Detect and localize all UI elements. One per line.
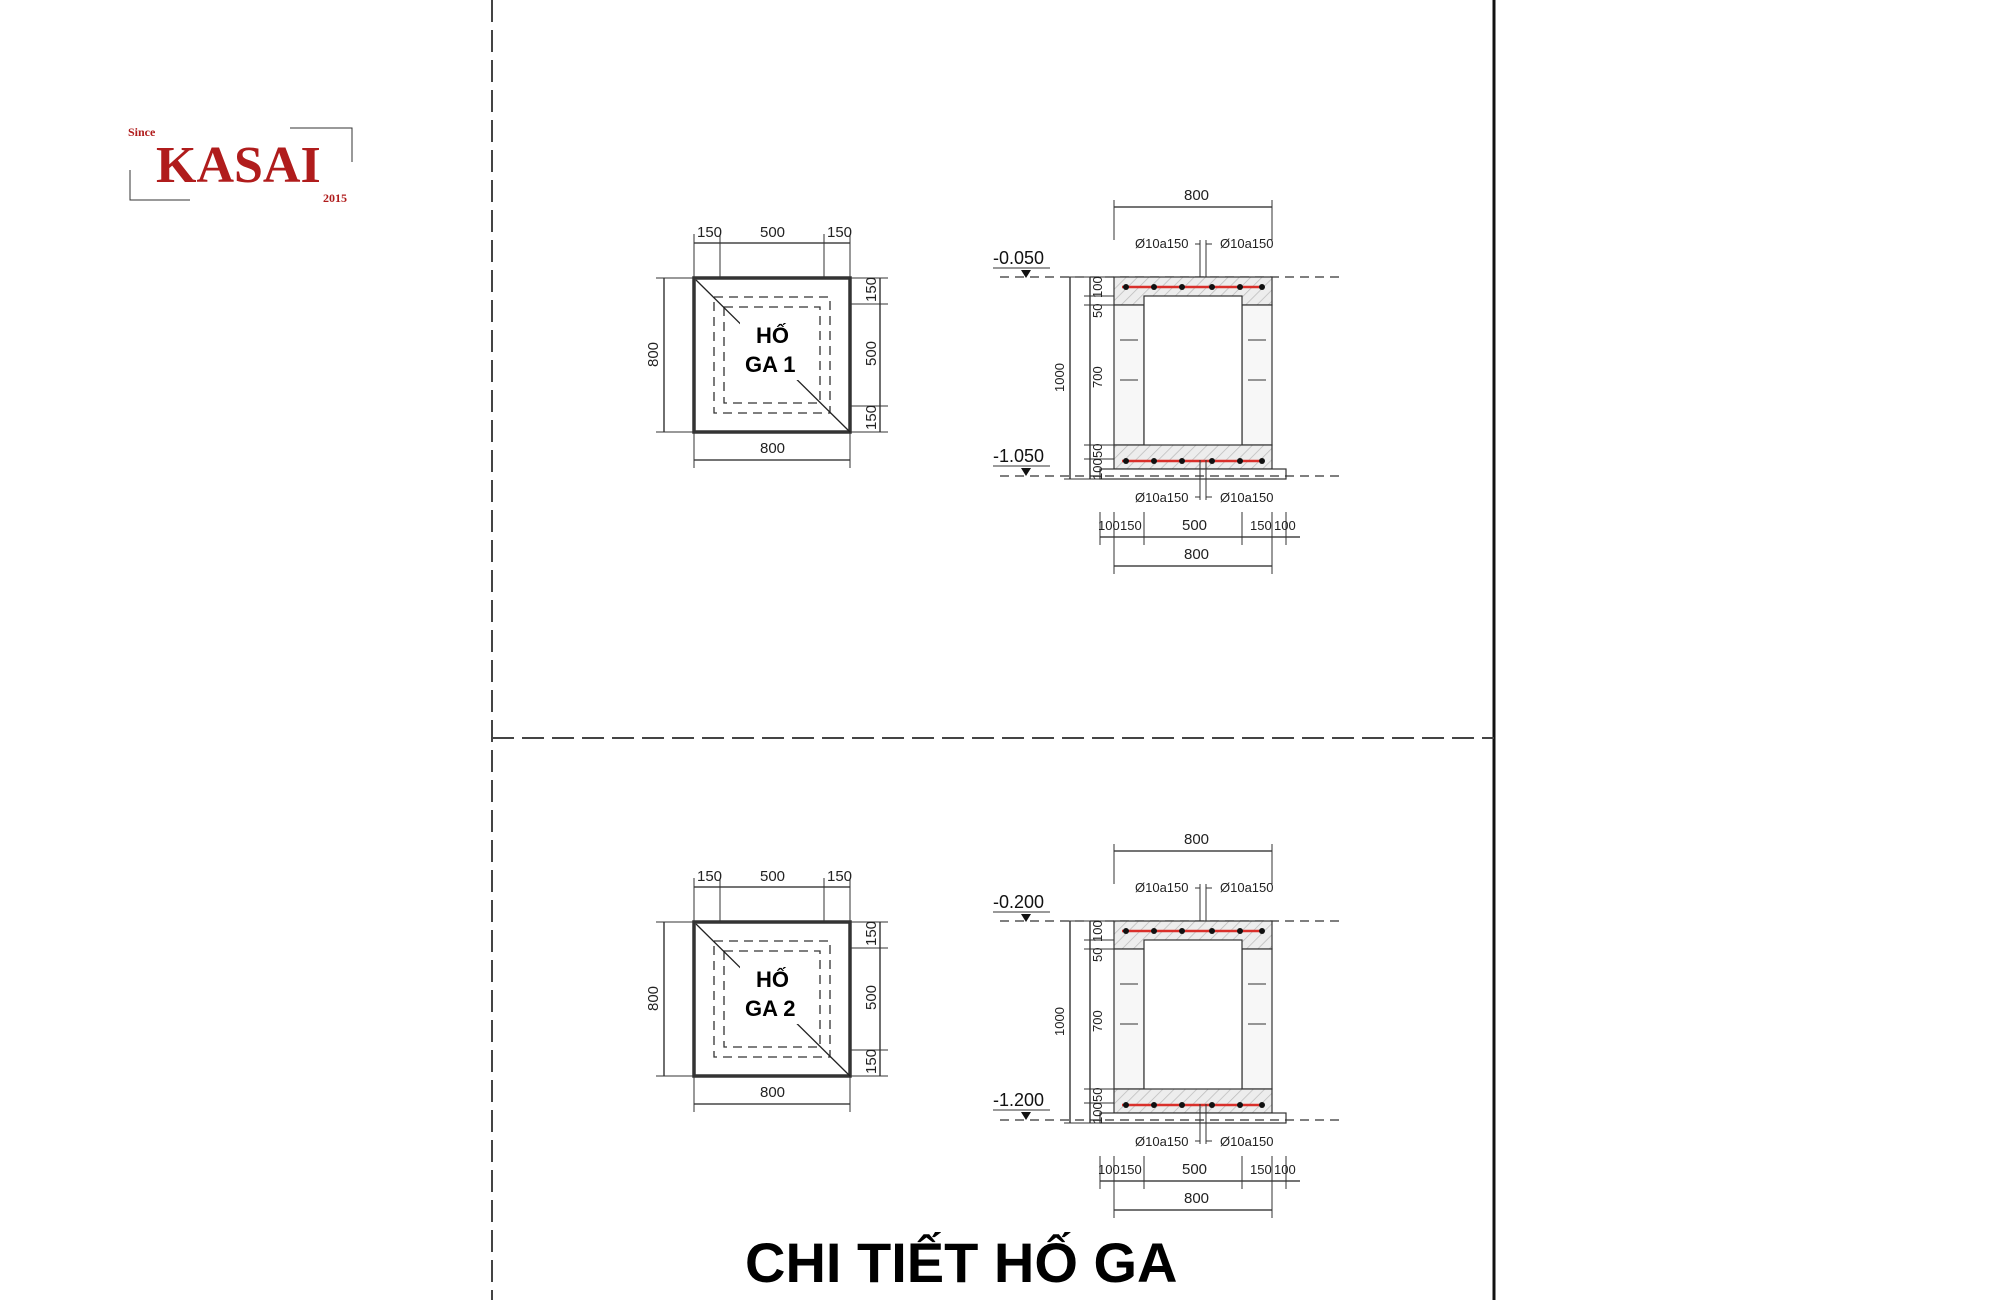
logo-name: KASAI [156, 137, 321, 194]
pit1-plan-top-dim-1: 150 [697, 224, 723, 241]
pit2-bottom-dim-5: 100 [1274, 1162, 1296, 1177]
pit1-section [993, 187, 1340, 574]
logo-year: 2015 [323, 191, 347, 205]
pit2-bottom-dim-2: 150 [1120, 1162, 1142, 1177]
pit1-plan-bottom-dim: 800 [760, 440, 786, 457]
pit2-label-line2: GA 2 [745, 996, 796, 1021]
pit2-rebar-bottom-right: Ø10a150 [1220, 1134, 1274, 1149]
pit2-rebar-top-right: Ø10a150 [1220, 880, 1274, 895]
pit2-bottom-dim-3: 500 [1182, 1161, 1208, 1178]
pit1-bottom-dim-5: 100 [1274, 518, 1296, 533]
pit1-bottom-total: 800 [1184, 546, 1210, 563]
pit2-left-dim-bottom-1: 50 [1090, 1087, 1105, 1102]
pit2-label-line1: HỐ [756, 967, 789, 992]
pit2-plan-top-dim-3: 150 [827, 868, 853, 885]
pit2-left-total: 1000 [1052, 1007, 1067, 1036]
pit2-left-dim-top-2: 50 [1090, 947, 1105, 962]
pit1-left-dim-top-1: 100 [1090, 276, 1105, 298]
pit2-rebar-top-left: Ø10a150 [1135, 880, 1189, 895]
pit2-plan-bottom-dim: 800 [760, 1084, 786, 1101]
pit2-bottom-dim-1: 100 [1098, 1162, 1120, 1177]
pit2-top-level: -0.200 [993, 892, 1045, 912]
pit2-section [993, 831, 1340, 1218]
pit2-plan-top-dim-2: 500 [760, 868, 786, 885]
pit2-left-dim-top-1: 100 [1090, 920, 1105, 942]
pit1-rebar-top-right: Ø10a150 [1220, 236, 1274, 251]
pit1-bottom-dim-3: 500 [1182, 517, 1208, 534]
pit1-left-dim-top-2: 50 [1090, 303, 1105, 318]
pit2-bottom-total: 800 [1184, 1190, 1210, 1207]
pit2-left-dim-bottom-2: 100 [1090, 1102, 1105, 1124]
pit1-plan-right-dim-1: 150 [863, 276, 880, 302]
pit1-plan [645, 224, 888, 468]
pit1-left-mid: 700 [1090, 366, 1105, 388]
pit1-section-top-width: 800 [1184, 187, 1210, 204]
pit2-bottom-level: -1.200 [993, 1090, 1045, 1110]
pit2-rebar-bottom-left: Ø10a150 [1135, 1134, 1189, 1149]
pit1-plan-right-dim-2: 500 [863, 340, 880, 366]
logo-since: Since [128, 125, 156, 139]
pit1-rebar-bottom-left: Ø10a150 [1135, 490, 1189, 505]
pit1-label-line2: GA 1 [745, 352, 796, 377]
pit1-label-line1: HỐ [756, 323, 789, 348]
pit1-rebar-bottom-right: Ø10a150 [1220, 490, 1274, 505]
kasai-logo [128, 125, 352, 205]
pit1-bottom-dim-1: 100 [1098, 518, 1120, 533]
pit1-top-level: -0.050 [993, 248, 1045, 268]
pit2-plan-top-dim-1: 150 [697, 868, 723, 885]
pit1-left-dim-bottom-2: 100 [1090, 458, 1105, 480]
pit2-plan-right-dim-2: 500 [863, 984, 880, 1010]
pit1-plan-top-dim-3: 150 [827, 224, 853, 241]
pit2-plan [645, 868, 888, 1112]
pit1-bottom-dim-2: 150 [1120, 518, 1142, 533]
drawing-title: CHI TIẾT HỐ GA [745, 1231, 1178, 1294]
pit1-bottom-dim-4: 150 [1250, 518, 1272, 533]
pit2-bottom-dim-4: 150 [1250, 1162, 1272, 1177]
pit2-section-top-width: 800 [1184, 831, 1210, 848]
pit1-left-dim-bottom-1: 50 [1090, 443, 1105, 458]
pit1-plan-top-dim-2: 500 [760, 224, 786, 241]
pit1-rebar-top-left: Ø10a150 [1135, 236, 1189, 251]
pit2-plan-left-dim: 800 [645, 985, 662, 1011]
pit1-left-total: 1000 [1052, 363, 1067, 392]
pit1-plan-right-dim-3: 150 [863, 404, 880, 430]
pit1-plan-left-dim: 800 [645, 341, 662, 367]
pit2-plan-right-dim-1: 150 [863, 920, 880, 946]
pit1-bottom-level: -1.050 [993, 446, 1045, 466]
pit2-plan-right-dim-3: 150 [863, 1048, 880, 1074]
pit2-left-mid: 700 [1090, 1010, 1105, 1032]
